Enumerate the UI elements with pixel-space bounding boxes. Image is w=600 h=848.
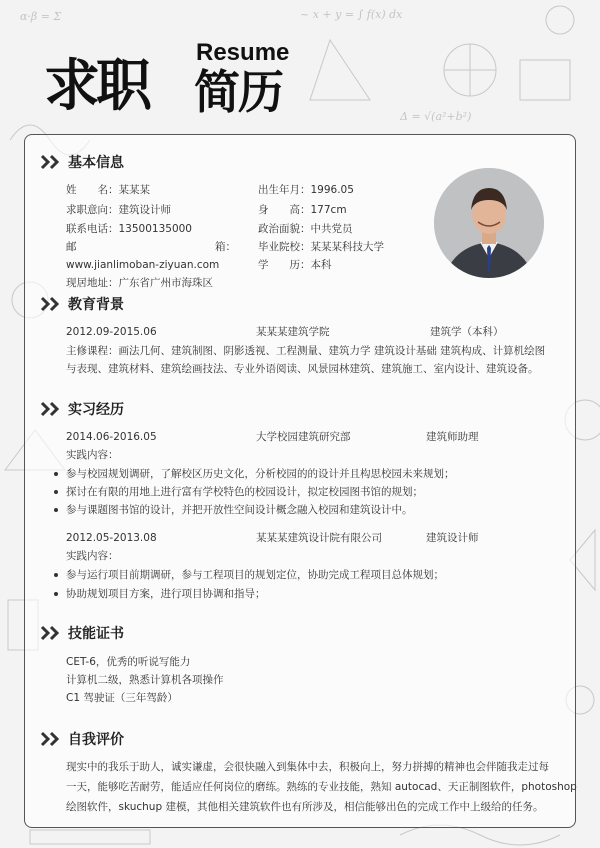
title-english: Resume — [196, 39, 290, 66]
job1-item: 参与校园规划调研，了解校区历史文化，分析校园的的设计并且构思校园未来规划； — [66, 468, 455, 480]
self-eval-line3: 绘图软件，skuchup 建模，其他相关建筑软件也有所涉及，相信能够出色的完成工作中上级给的任务。 — [66, 801, 544, 813]
birth-label: 出生年月： — [258, 184, 311, 196]
intent-value: 建筑设计师 — [118, 204, 171, 216]
birth-row — [258, 183, 354, 197]
edu-courses-line1: 主修课程：画法几何、建筑制图、阴影透视、工程测量、建筑力学 建筑设计基础 建筑构成、计算机绘图 — [66, 345, 546, 357]
email-value: www.jianlimoban-ziyuan.com — [66, 259, 220, 271]
name-value: 某某某 — [118, 184, 150, 196]
double-chevron-icon — [40, 154, 62, 170]
svg-text:α·β = Σ: α·β = Σ — [20, 10, 62, 23]
politics-row — [258, 222, 353, 236]
svg-text:Δ = √(a²+b²): Δ = √(a²+b²) — [400, 110, 472, 123]
double-chevron-icon — [40, 296, 62, 312]
job1-item: 探讨在有限的用地上进行富有学校特色的校园设计，拟定校园图书馆的规划； — [66, 486, 423, 498]
job2-org: 某某某建筑设计院有限公司 — [256, 532, 382, 544]
height-value: 177cm — [310, 204, 347, 216]
email-label-row — [66, 240, 236, 254]
degree-value: 本科 — [310, 259, 332, 271]
name-row — [66, 183, 150, 197]
name-label: 姓 名： — [66, 184, 119, 196]
skill-item: C1 驾驶证（三年驾龄） — [66, 692, 178, 704]
school-row — [258, 240, 384, 254]
section-title: 技能证书 — [68, 626, 124, 642]
self-eval-line1: 现实中的我乐于助人，诚实谦虚，会很快融入到集体中去，积极向上，努力拼搏的精神也会伴随我走过每 — [66, 761, 549, 773]
school-label: 毕业院校： — [258, 241, 311, 253]
edu-school: 某某某建筑学院 — [256, 326, 330, 338]
degree-row — [258, 258, 332, 272]
job2-period: 2012.05-2013.08 — [66, 532, 157, 544]
phone-label: 联系电话： — [66, 223, 119, 235]
title-sub: 简历 — [194, 65, 282, 119]
address-label: 现居地址： — [66, 277, 119, 289]
intent-label: 求职意向： — [66, 204, 119, 216]
section-title: 教育背景 — [68, 297, 124, 313]
job1-item: 参与课题图书馆的设计，并把开放性空间设计概念融入校园和建筑设计中。 — [66, 504, 413, 516]
height-row — [258, 203, 347, 217]
double-chevron-icon — [40, 625, 62, 641]
job1-period: 2014.06-2016.05 — [66, 431, 157, 443]
phone-row — [66, 222, 192, 236]
section-self-eval — [40, 728, 124, 750]
edu-major: 建筑学（本科） — [430, 326, 504, 338]
job2-item: 参与运行项目前期调研，参与工程项目的规划定位，协助完成工程项目总体规划； — [66, 569, 444, 581]
section-title: 实习经历 — [68, 402, 124, 418]
resume-header — [44, 34, 304, 129]
section-basic-info — [40, 151, 124, 173]
section-education — [40, 293, 124, 315]
school-value: 某某某科技大学 — [310, 241, 384, 253]
edu-courses-line2: 与表现、建筑材料、建筑绘画技法、专业外语阅读、风景园林建筑、建筑施工、室内设计、建筑设备。 — [66, 363, 539, 375]
skill-item: CET-6，优秀的听说写能力 — [66, 656, 191, 668]
job2-item: 协助规划项目方案，进行项目协调和指导； — [66, 588, 266, 600]
skill-item: 计算机二级，熟悉计算机各项操作 — [66, 674, 224, 686]
title-main: 求职 — [44, 54, 148, 119]
avatar-icon — [434, 168, 544, 278]
address-row — [66, 276, 213, 290]
email-label-a: 邮 — [66, 241, 77, 253]
section-title: 自我评价 — [68, 732, 124, 748]
double-chevron-icon — [40, 731, 62, 747]
section-title: 基本信息 — [68, 155, 124, 171]
profile-photo — [434, 168, 544, 278]
edu-period: 2012.09-2015.06 — [66, 326, 157, 338]
intent-row — [66, 203, 171, 217]
job2-role: 建筑设计师 — [426, 532, 479, 544]
birth-value: 1996.05 — [310, 184, 354, 196]
email-label-b: 箱： — [215, 241, 236, 253]
job1-role: 建筑师助理 — [426, 431, 479, 443]
degree-label: 学 历： — [258, 259, 311, 271]
phone-value: 13500135000 — [118, 223, 192, 235]
height-label: 身 高： — [258, 204, 311, 216]
section-skills — [40, 622, 124, 644]
self-eval-line2: 一天，能够吃苦耐劳，能适应任何岗位的磨练。熟练的专业技能，熟知 autocad、天正制图软件，photoshop — [66, 781, 577, 793]
politics-value: 中共党员 — [310, 223, 353, 235]
job1-content-label: 实践内容： — [66, 449, 119, 461]
job1-org: 大学校园建筑研究部 — [256, 431, 351, 443]
double-chevron-icon — [40, 401, 62, 417]
job2-content-label: 实践内容： — [66, 550, 119, 562]
section-internship — [40, 398, 124, 420]
politics-label: 政治面貌： — [258, 223, 311, 235]
address-value: 广东省广州市海珠区 — [118, 277, 213, 289]
svg-text:~ x + y = ∫ f(x) dx: ~ x + y = ∫ f(x) dx — [300, 8, 403, 21]
